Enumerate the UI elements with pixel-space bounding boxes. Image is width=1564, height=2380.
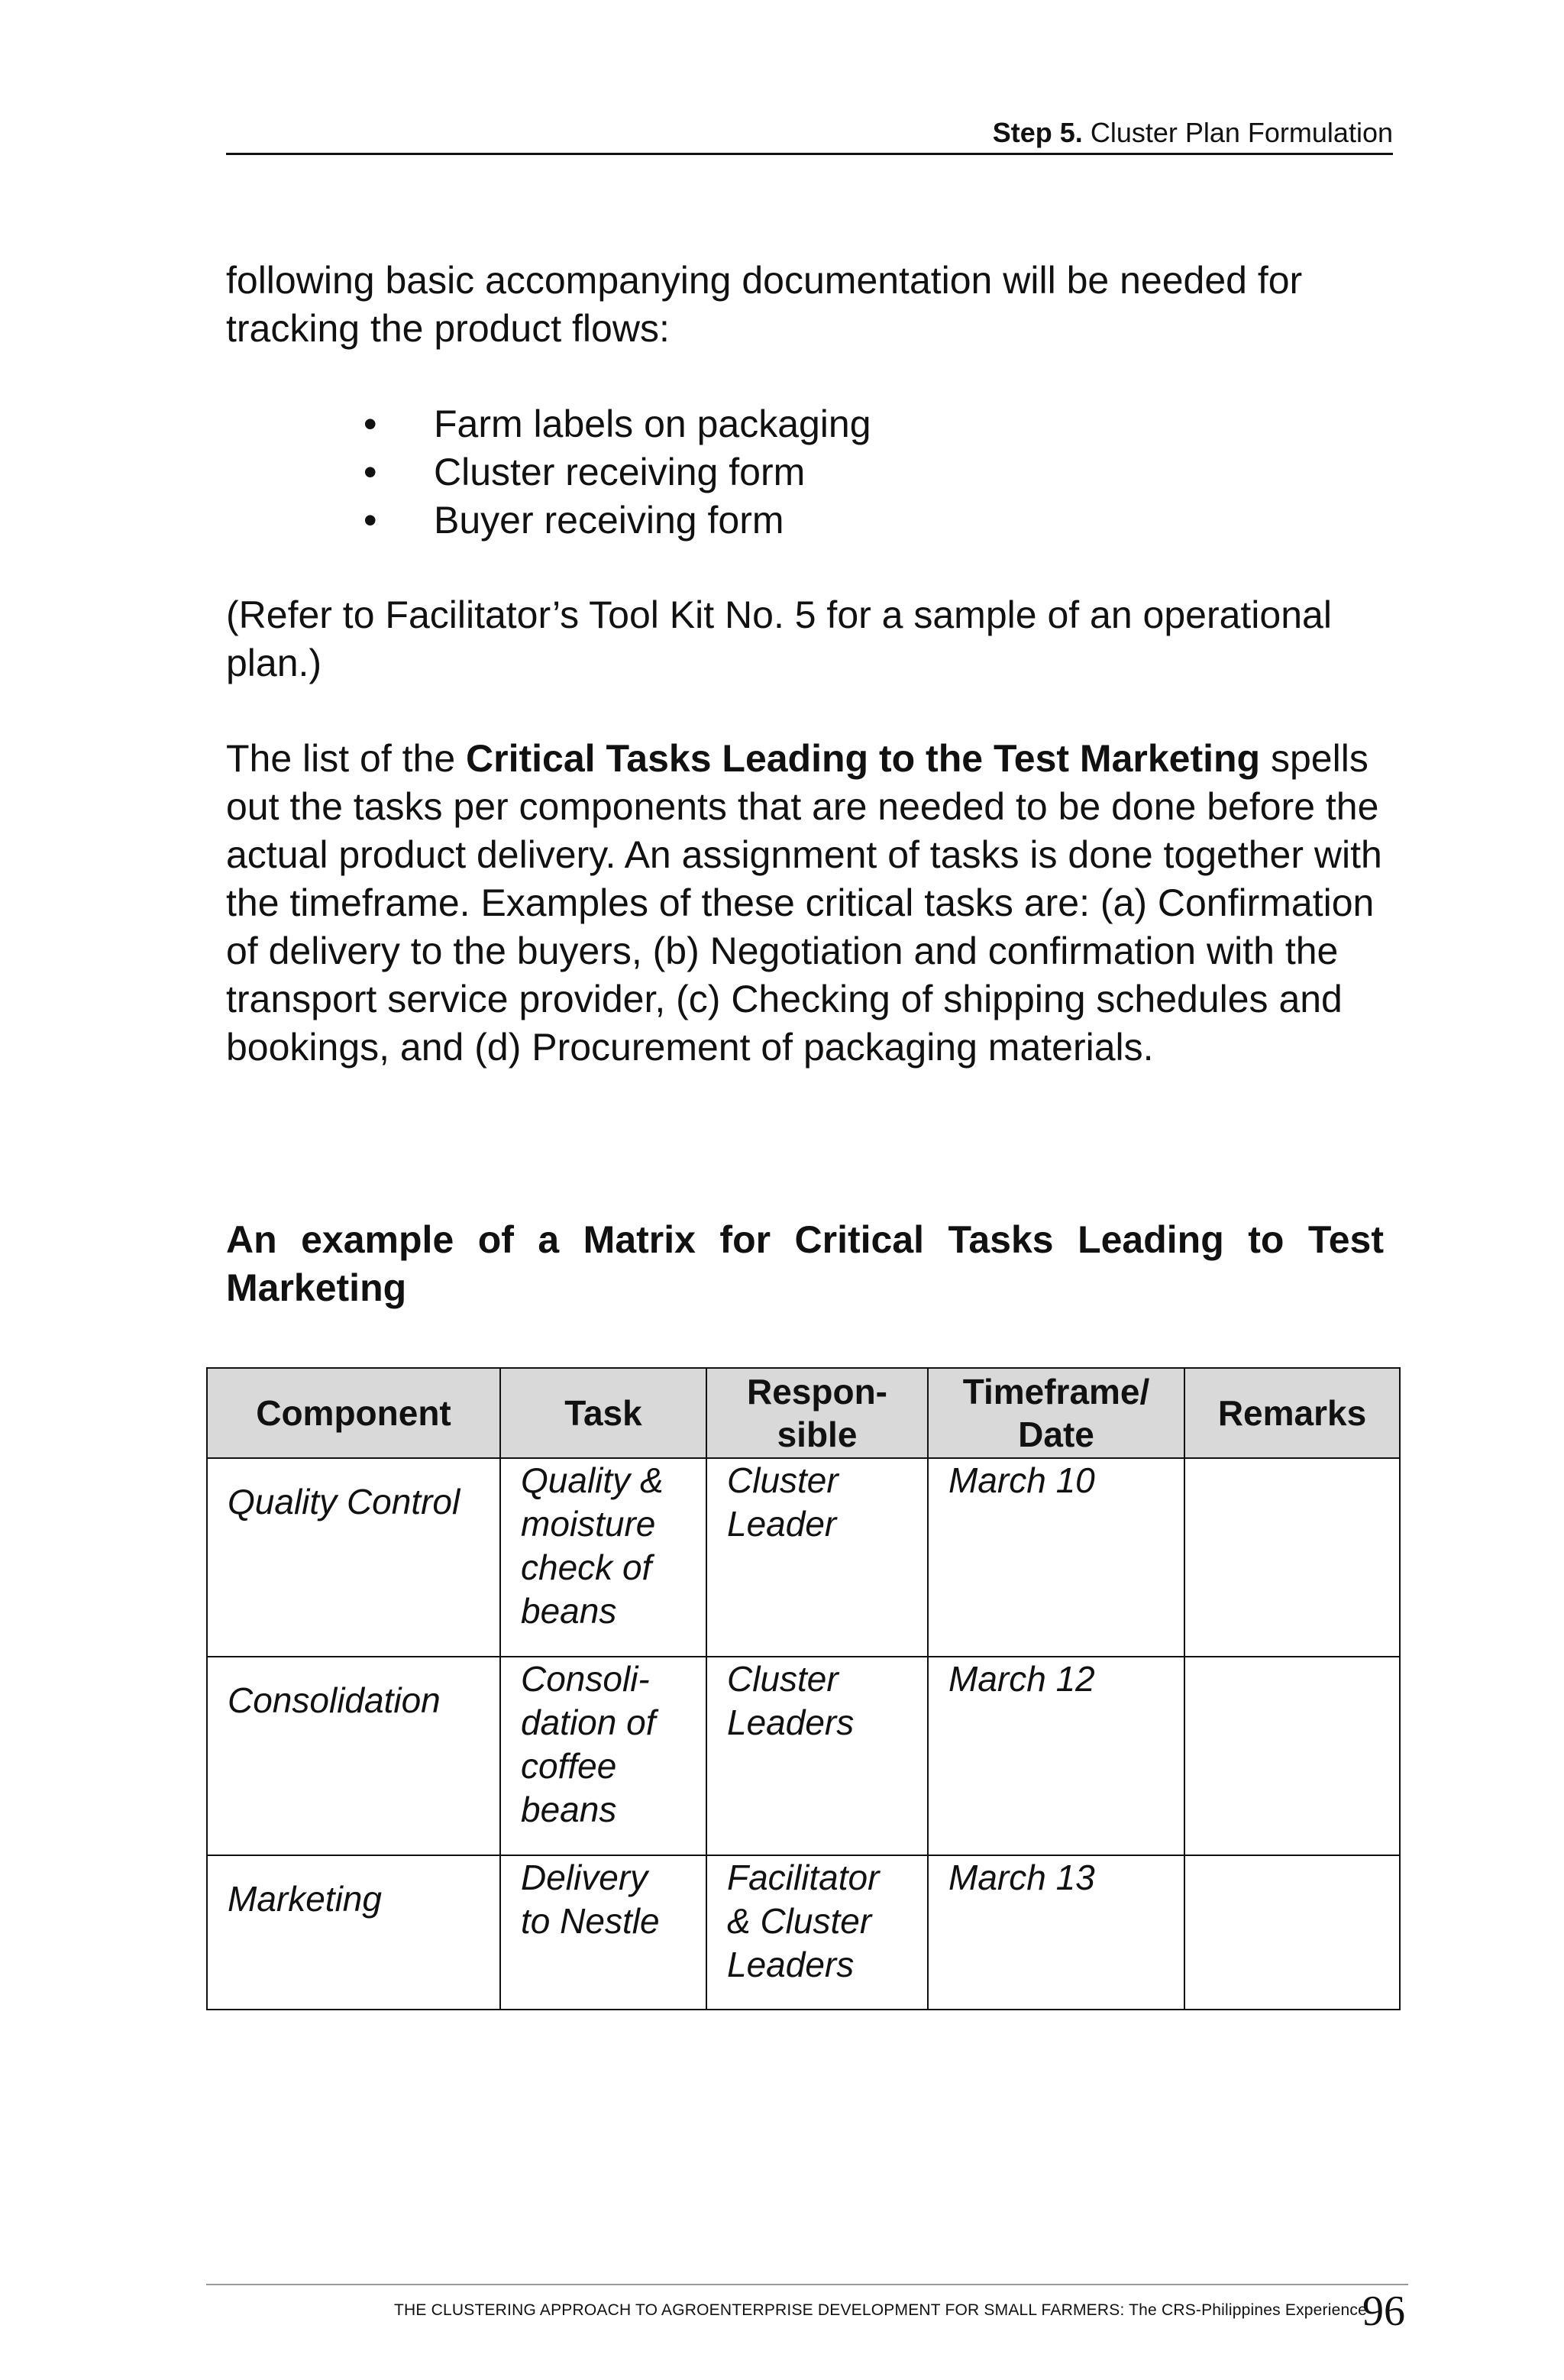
documentation-list <box>356 400 871 545</box>
cell-component: Quality Control <box>207 1458 500 1657</box>
footer-book-title: THE CLUSTERING APPROACH TO AGROENTERPRISE DEVELOPMENT FOR SMALL FARMERS: The CRS-Philippines Experience <box>394 2301 1367 2319</box>
matrix-title: An example of a Matrix for Critical Tasks Leading to Test Marketing <box>226 1218 1384 1309</box>
table-header-row <box>207 1368 1400 1458</box>
refer-note: (Refer to Facilitator’s Tool Kit No. 5 for a sample of an operational plan.) <box>226 593 1332 684</box>
cell-remarks <box>1184 1657 1400 1855</box>
page-number: 96 <box>1362 2288 1405 2335</box>
table-row <box>207 1458 1400 1657</box>
header-component: Component <box>207 1368 500 1458</box>
cell-timeframe: March 13 <box>928 1855 1184 2010</box>
cell-task: Consoli- dation of coffee beans <box>500 1657 706 1855</box>
list-item: • Buyer receiving form <box>356 496 871 545</box>
cell-task: Quality & moisture check of beans <box>500 1458 706 1657</box>
list-item: • Farm labels on packaging <box>356 400 871 448</box>
intro-paragraph: following basic accompanying documentation will be needed for tracking the product flows: <box>226 259 1303 350</box>
cell-task: Delivery to Nestle <box>500 1855 706 2010</box>
cell-component: Consolidation <box>207 1657 500 1855</box>
header-responsible: Respon- sible <box>706 1368 928 1458</box>
paragraph-lead: The list of the <box>226 737 467 780</box>
paragraph-rest: spells out the tasks per components that are needed to be done before the actual product delivery. An assignment of tasks is done together with the timeframe. Examples of these critical tasks are: (a) Confirmation of delivery to the buyers, (b) Negotiation and confirmation with the transport service provider, (c) Checking of shipping schedules and bookings, and (d) Procurement of packaging materials. <box>226 737 1382 1069</box>
header-remarks: Remarks <box>1184 1368 1400 1458</box>
critical-tasks-matrix <box>206 1367 1401 2010</box>
cell-responsible: Cluster Leader <box>706 1458 928 1657</box>
cell-timeframe: March 10 <box>928 1458 1184 1657</box>
critical-tasks-paragraph <box>226 735 1387 1072</box>
footer-rule <box>206 2284 1408 2285</box>
table-row <box>207 1855 1400 2010</box>
header-rule <box>226 153 1393 155</box>
step-label: Step 5. <box>992 117 1083 148</box>
table-row <box>207 1657 1400 1855</box>
running-header <box>226 116 1393 150</box>
paragraph-bold-term: Critical Tasks Leading to the Test Marketing <box>466 737 1261 780</box>
cell-remarks <box>1184 1855 1400 2010</box>
section-title: Cluster Plan Formulation <box>1090 117 1393 148</box>
header-task: Task <box>500 1368 706 1458</box>
cell-remarks <box>1184 1458 1400 1657</box>
cell-component: Marketing <box>207 1855 500 2010</box>
cell-responsible: Cluster Leaders <box>706 1657 928 1855</box>
header-timeframe: Timeframe/ Date <box>928 1368 1184 1458</box>
list-item: • Cluster receiving form <box>356 448 871 496</box>
cell-responsible: Facilitator & Cluster Leaders <box>706 1855 928 2010</box>
cell-timeframe: March 12 <box>928 1657 1184 1855</box>
